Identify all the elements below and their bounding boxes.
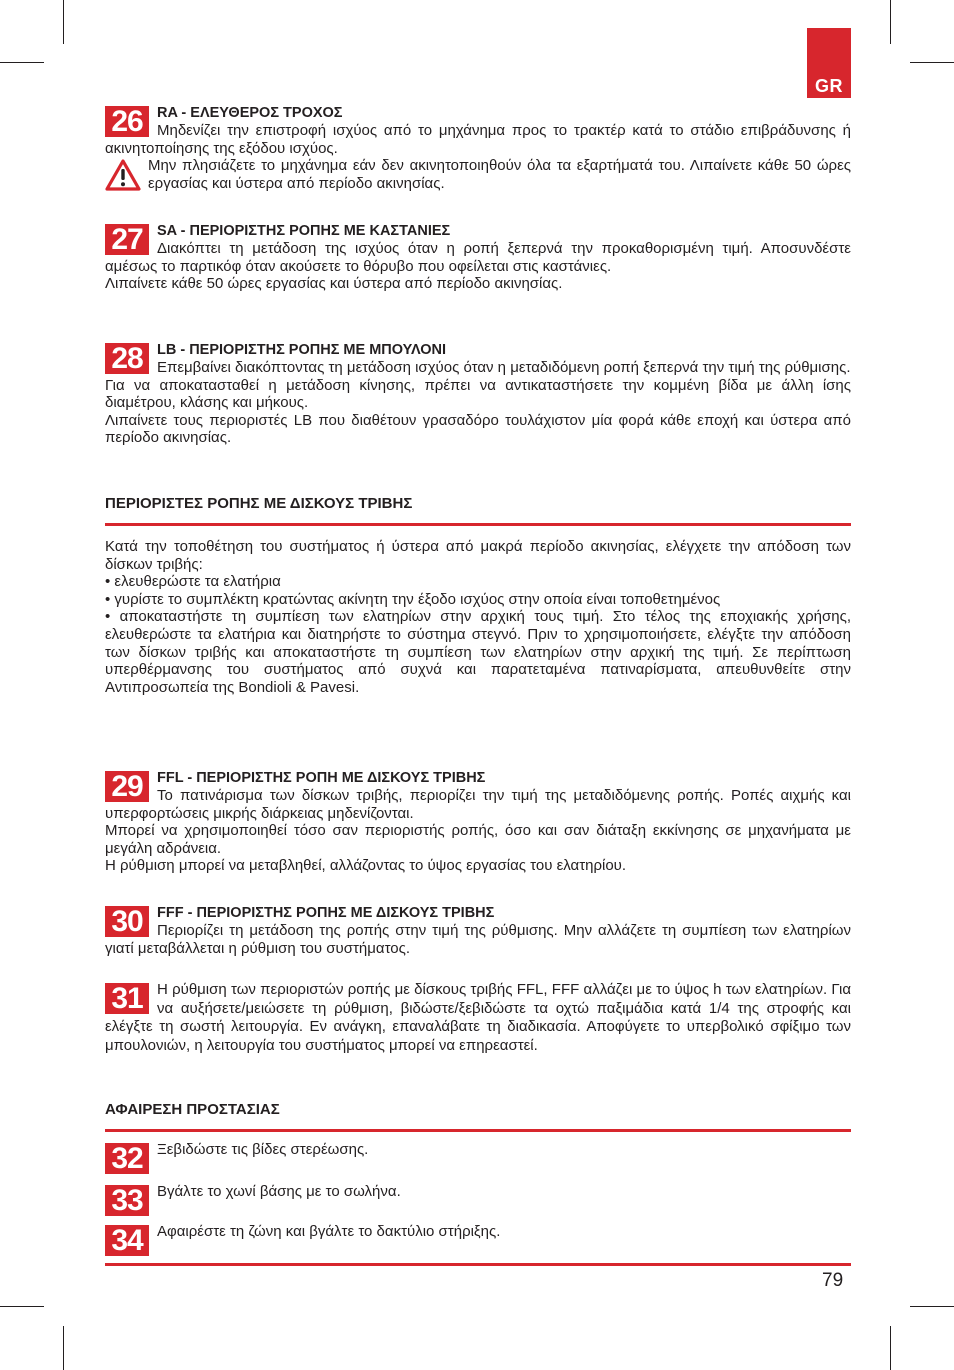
section-title: LB - ΠΕΡΙΟΡΙΣΤΗΣ ΡΟΠΗΣ ΜΕ ΜΠΟΥΛΟΝΙ: [157, 342, 447, 358]
section-title: FFF - ΠΕΡΙΟΡΙΣΤΗΣ ΡΟΠΗΣ ΜΕ ΔΙΣΚΟΥΣ ΤΡΙΒΗΣ: [157, 905, 495, 921]
friction-body: [105, 538, 851, 696]
section-heading: ΠΕΡΙΟΡΙΣΤΕΣ ΡΟΠΗΣ ΜΕ ΔΙΣΚΟΥΣ ΤΡΙΒΗΣ: [105, 495, 413, 512]
section-title: FFL - ΠΕΡΙΟΡΙΣΤΗΣ ΡΟΠΗ ΜΕ ΔΙΣΚΟΥΣ ΤΡΙΒΗΣ: [157, 770, 486, 786]
section-34: [105, 1223, 851, 1256]
section-text: Βγάλτε το χωνί βάσης με το σωλήνα.: [157, 1183, 401, 1200]
bullet-item: • ελευθερώστε τα ελατήρια: [105, 573, 281, 591]
section-text: Μπορεί να χρησιμοποιηθεί τόσο σαν περιοριστής ροπής, όσο και σαν διάταξη εκκίνησης σε μηχανήματα με μεγάλη αδράνεια.: [105, 822, 851, 857]
page-number: 79: [822, 1270, 844, 1291]
section-text: Η ρύθμιση μπορεί να μεταβληθεί, αλλάζοντας το ύψος εργασίας του ελατηρίου.: [105, 857, 627, 875]
step-number: 26: [105, 106, 149, 137]
crop-mark: [890, 0, 891, 44]
crop-mark: [910, 62, 954, 63]
section-text: Η ρύθμιση των περιοριστών ροπής με δίσκους τριβής FFL, FFF αλλάζει με το ύψος h των ελατηρίων. Για να αυξήσετε/μειώσετε τη ρύθμιση, βιδώστε/ξεβιδώστε τα οχτώ παξιμάδια κατά 1/4 της στροφής και ελέγξτε τη σωστή λειτουργία. Εν ανάγκη, επαναλάβατε τη διαδικασία. Αποφύγετε το υπερβολικό σφίξιμο των μπουλονιών, η λειτουργία του συστήματος μπορεί να επηρεαστεί.: [105, 981, 851, 1054]
language-tab-label: GR: [815, 76, 843, 96]
step-number: 29: [105, 771, 149, 802]
step-number: 34: [105, 1225, 149, 1256]
red-divider: [105, 523, 851, 526]
red-divider: [105, 1263, 851, 1266]
guard-heading: [105, 1101, 851, 1119]
section-heading: ΑΦΑΙΡΕΣΗ ΠΡΟΣΤΑΣΙΑΣ: [105, 1101, 280, 1118]
section-27: [105, 222, 851, 293]
crop-mark: [63, 1326, 64, 1370]
red-divider: [105, 1129, 851, 1132]
crop-mark: [890, 1326, 891, 1370]
bullet-item: • αποκαταστήστε τη συμπίεση των ελατηρίων στην αρχική τους τιμή. Στο τέλος της εποχιακής χρήσης, ελευθερώστε τα ελατήρια και διατηρήστε το σύστημα στεγνό. Πριν το χρησιμοποιήσετε, ελέγξτε την απόδοση των δίσκων τριβής και αποκαταστήστε τη συμπίεση των ελατηρίων στην αρχική της τιμή. Σε περίπτωση υπερθέρμανσης του συστήματος από συχνά και παρατεταμένα πατιναρίσματα, απευθυνθείτε στην Αντιπροσωπεία της Bondioli & Pavesi.: [105, 608, 851, 696]
section-text: Λιπαίνετε κάθε 50 ώρες εργασίας και ύστερα από περίοδο ακινησίας.: [105, 275, 563, 293]
step-number: 31: [105, 983, 149, 1014]
section-29: [105, 769, 851, 875]
crop-mark: [0, 62, 44, 63]
section-32: [105, 1141, 851, 1174]
section-text: Λιπαίνετε τους περιοριστές LB που διαθέτουν γρασαδόρο τουλάχιστον μία φορά κάθε εποχή και ύστερα από περίοδο ακινησίας.: [105, 411, 851, 447]
section-text: Ξεβιδώστε τις βίδες στερέωσης.: [157, 1141, 369, 1158]
section-text: Κατά την τοποθέτηση του συστήματος ή ύστερα από μακρά περίοδο ακινησίας, ελέγχετε την απόδοση των δίσκων τριβής:: [105, 538, 851, 573]
bullet-item: • γυρίστε το συμπλέκτη κρατώντας ακίνητη την έξοδο ισχύος στην οποία είναι τοποθετημένος: [105, 590, 721, 608]
warning-text: Μην πλησιάζετε το μηχάνημα εάν δεν ακινητοποιηθούν όλα τα εξαρτήματά του. Λιπαίνετε κάθε 50 ώρες εργασίας και ύστερα από περίοδο ακινησίας.: [148, 157, 851, 192]
warning-triangle-icon: [105, 159, 141, 191]
section-30: [105, 904, 851, 957]
section-text: Περιορίζει τη μετάδοση της ροπής στην τιμή της ρύθμισης. Μην αλλάζετε τη συμπίεση των ελατηρίων γιατί μεταβάλλεται η ρύθμιση του συστήματος.: [105, 922, 851, 957]
section-title: SA - ΠΕΡΙΟΡΙΣΤΗΣ ΡΟΠΗΣ ΜΕ ΚΑΣΤΑΝΙΕΣ: [157, 223, 451, 239]
step-number: 30: [105, 906, 149, 937]
section-text: Μηδενίζει την επιστροφή ισχύος από το μηχάνημα προς το τρακτέρ κατά το στάδιο επιβράδυνσης ή ακινητοποίησης της εξόδου ισχύος.: [105, 122, 851, 157]
section-title: RA - ΕΛΕΥΘΕΡΟΣ ΤΡΟΧΟΣ: [157, 105, 343, 121]
section-28: [105, 341, 851, 447]
section-26: [105, 104, 851, 192]
warning-block: [105, 157, 851, 192]
section-text: Για να αποκατασταθεί η μετάδοση κίνησης, πρέπει να αντικαταστήσετε την κομμένη βίδα με άλλη ίσης διαμέτρου, κλάσης και μήκους.: [105, 376, 851, 412]
step-number: 32: [105, 1143, 149, 1174]
section-31: [105, 981, 851, 1055]
friction-heading: [105, 495, 851, 513]
section-33: [105, 1183, 851, 1216]
step-number: 27: [105, 224, 149, 255]
step-number: 33: [105, 1185, 149, 1216]
language-tab: [807, 28, 851, 98]
crop-mark: [63, 0, 64, 44]
section-text: Αφαιρέστε τη ζώνη και βγάλτε το δακτύλιο στήριξης.: [157, 1223, 501, 1240]
section-text: Το πατινάρισμα των δίσκων τριβής, περιορίζει την τιμή της μεταδιδόμενης ροπής. Ροπές αιχμής και υπερφορτώσεις μικρής διάρκειας μηδενίζονται.: [105, 787, 851, 822]
step-number: 28: [105, 343, 149, 374]
section-text: Διακόπτει τη μετάδοση της ισχύος όταν η ροπή ξεπερνά την προκαθορισμένη τιμή. Αποσυνδέστε αμέσως το παρτικόφ όταν ακούσετε το θόρυβο που οφείλεται στις καστάνιες.: [105, 240, 851, 275]
section-text: Επεμβαίνει διακόπτοντας τη μετάδοση ισχύος όταν η μεταδιδόμενη ροπή ξεπερνά την τιμή της ρύθμισης.: [157, 359, 851, 376]
crop-mark: [910, 1306, 954, 1307]
crop-mark: [0, 1306, 44, 1307]
